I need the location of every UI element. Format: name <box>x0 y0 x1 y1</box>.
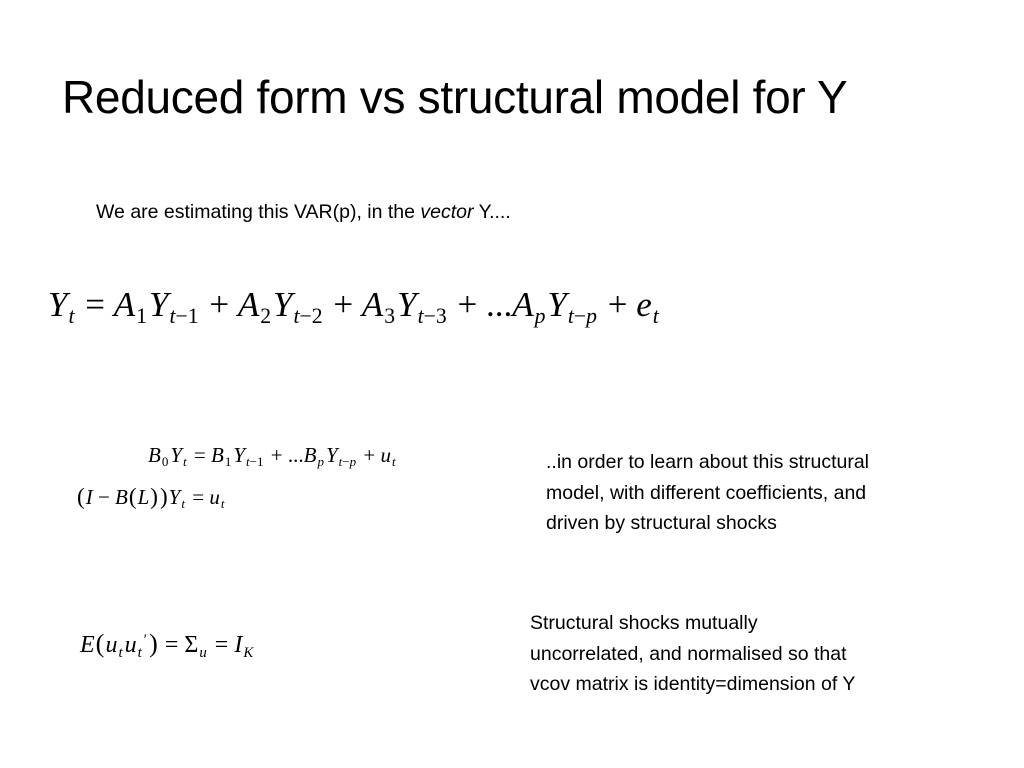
lag-polynomial-equation: (I − B(L))Yt = ut <box>77 483 225 512</box>
intro-text-after: Y.... <box>473 201 511 223</box>
structural-model-note-line: driven by structural shocks <box>546 512 777 534</box>
structural-model-note <box>546 447 966 539</box>
intro-text <box>96 199 511 225</box>
structural-shocks-note-line: Structural shocks mutually <box>530 612 758 634</box>
intro-text-before: We are estimating this VAR(p), in the <box>96 201 421 223</box>
structural-shocks-note <box>530 608 950 700</box>
structural-model-note-line: ..in order to learn about this structural <box>546 451 869 473</box>
slide-title: Reduced form vs structural model for Y <box>62 71 848 123</box>
structural-model-note-line: model, with different coefficients, and <box>546 481 867 504</box>
structural-shocks-note-line: uncorrelated, and normalised so that <box>530 642 847 665</box>
shock-covariance-equation: E(utut′) = Σu = IK <box>80 628 254 661</box>
intro-text-emphasis: vector <box>420 201 474 223</box>
var-equation: Yt = A1Yt−1 + A2Yt−2 + A3Yt−3 + ...ApYt−p + et <box>48 285 659 328</box>
structural-shocks-note-line: vcov matrix is identity=dimension of Y <box>530 673 856 695</box>
structural-equation: B0Yt = B1Yt−1 + ...BpYt−p + ut <box>148 443 396 470</box>
